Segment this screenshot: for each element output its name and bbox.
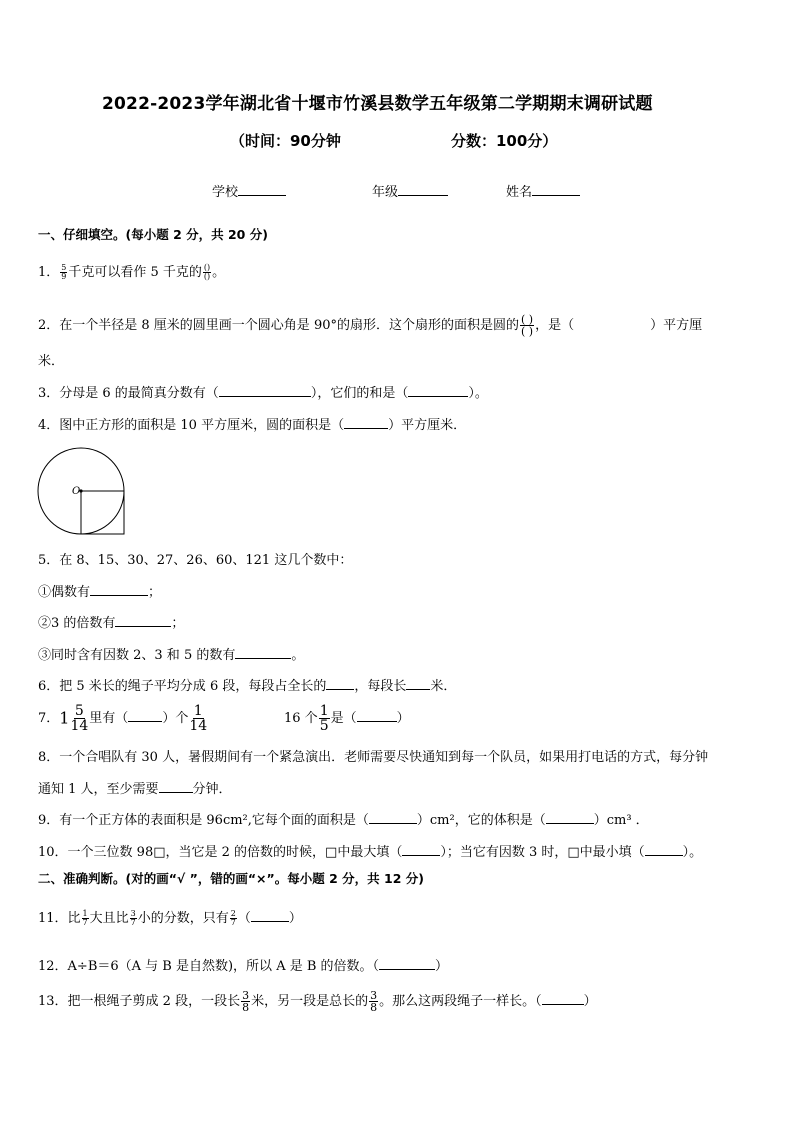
q7-whole: 1	[59, 708, 70, 728]
q7-f3-num: 1	[319, 703, 329, 719]
q10-blank-1	[402, 843, 440, 856]
q8-text-c: 分钟．	[192, 782, 232, 797]
q2-text: 2．在一个半径是 8 厘米的圆里画一个圆心角是 90°的扇形．这个扇形的面积是圆的	[38, 318, 519, 333]
q13-fraction-1	[241, 990, 250, 1013]
grade-field	[372, 181, 448, 200]
q11-text: 11．比	[38, 911, 81, 926]
exam-score: 分数：100分）	[451, 132, 558, 150]
q11-blank	[251, 909, 289, 922]
question-6	[38, 677, 456, 696]
q2-text-b: ，是（	[535, 318, 575, 333]
name-label: 姓名	[506, 185, 533, 200]
question-1	[38, 264, 225, 282]
q1-blank-den: ()	[203, 272, 211, 281]
q1-end: 。	[212, 265, 226, 280]
question-7-part-1	[38, 704, 208, 733]
q4-text-b: ）平方厘米．	[388, 418, 467, 433]
q13-text: 13．把一根绳子剪成 2 段，一段长	[38, 994, 241, 1009]
q13-f1-num: 3	[242, 989, 250, 1002]
q11-f1-num: 1	[82, 909, 88, 918]
grade-label: 年级	[372, 185, 399, 200]
grade-blank	[398, 183, 448, 196]
q12-end: ）	[435, 959, 449, 974]
question-7-part-2	[284, 704, 410, 733]
q6-blank-2	[406, 677, 430, 690]
q9-text-c: ）cm³ ．	[593, 813, 649, 828]
q10-blank-2	[645, 843, 683, 856]
section-2-heading: 二、准确判断。(对的画“√ ”，错的画“×”。每小题 2 分，共 12 分)	[38, 871, 424, 886]
q13-text-b: 米，另一段是总长的	[251, 994, 369, 1009]
q13-f1-den: 8	[242, 1001, 250, 1014]
q5-i3-end: 。	[291, 648, 305, 663]
q7-text-c: ）个	[162, 711, 189, 726]
q13-f2-den: 8	[370, 1001, 378, 1014]
question-3	[38, 384, 488, 403]
name-field	[506, 181, 580, 200]
q5-i3-blank	[235, 646, 291, 659]
q4-text: 4．图中正方形的面积是 10 平方厘米，圆的面积是（	[38, 418, 345, 433]
school-blank	[238, 183, 286, 196]
q7-blank-2	[357, 709, 397, 722]
q3-blank-2	[408, 384, 468, 397]
q2-blank-num: ( )	[520, 313, 534, 326]
question-5: 5．在 8、15、30、27、26、60、121 这几个数中：	[38, 553, 353, 568]
q7-number: 7．	[38, 711, 60, 726]
q5-i2-blank	[115, 614, 171, 627]
q11-fraction-1	[82, 910, 89, 927]
q7-f2-num: 1	[193, 703, 203, 719]
q11-text-c: 小的分数，只有	[137, 911, 229, 926]
q7-blank-1	[128, 709, 162, 722]
square-shape	[81, 491, 124, 534]
q11-text-b: 大且比	[89, 911, 129, 926]
q12-text: 12．A÷B＝6（A 与 B 是自然数)，所以 A 是 B 的倍数。（	[38, 959, 380, 974]
question-8: 8．一个合唱队有 30 人，暑假期间有一个紧急演出．老师需要尽快通知到每一个队员，如果用打电话的方式，每分钟	[38, 750, 709, 765]
q5-i1-text: ①偶数有	[38, 585, 91, 600]
q9-blank-1	[369, 811, 417, 824]
q7-text-g: ）	[396, 711, 410, 726]
circle-square-figure	[36, 446, 128, 538]
q2-blank-den: ( )	[520, 325, 534, 338]
q11-paren-open: （	[237, 911, 251, 926]
school-field	[212, 181, 286, 200]
q1-blank-num: ()	[203, 263, 211, 272]
q10-text-c: ）。	[682, 845, 703, 860]
q7-f1-num: 5	[74, 703, 84, 719]
q11-fraction-2	[130, 910, 137, 927]
q1-frac-den: 9	[61, 272, 67, 281]
q6-blank-1	[326, 677, 354, 690]
q13-f2-num: 3	[370, 989, 378, 1002]
q11-f1-den: 7	[82, 918, 88, 927]
q5-i1-end: ；	[148, 585, 162, 600]
q1-frac-num: 5	[61, 263, 67, 272]
q6-text-b: ，每段长	[354, 679, 407, 694]
q7-fraction-3	[319, 704, 330, 733]
q5-i2-text: ②3 的倍数有	[38, 616, 116, 631]
question-5-item-3	[38, 646, 304, 665]
q7-text-f: 是（	[330, 711, 357, 726]
q13-text-c: 。那么这两段绳子一样长。（	[379, 994, 542, 1009]
q7-text-e: 16 个	[284, 711, 318, 726]
q11-f2-num: 3	[130, 909, 136, 918]
school-label: 学校	[212, 185, 239, 200]
q11-f3-num: 2	[230, 909, 236, 918]
exam-time: （时间：90分钟	[230, 132, 341, 150]
q8-text-b: 通知 1 人，至少需要	[38, 782, 159, 797]
q7-text-b: 里有（	[89, 711, 129, 726]
question-9	[38, 811, 649, 830]
q13-fraction-2	[369, 990, 378, 1013]
q7-f1-den: 14	[70, 718, 89, 734]
q5-i1-blank	[90, 583, 148, 596]
q7-f3-den: 5	[319, 718, 329, 734]
q5-i2-end: ；	[171, 616, 185, 631]
q3-blank-1	[219, 384, 311, 397]
question-5-item-2	[38, 614, 184, 633]
question-8-cont	[38, 780, 232, 799]
q7-f2-den: 14	[189, 718, 208, 734]
question-4	[38, 416, 466, 435]
q8-blank	[159, 780, 193, 793]
q13-end: ）	[583, 994, 597, 1009]
q1-blank-fraction	[203, 264, 211, 281]
q11-paren-close: ）	[288, 911, 302, 926]
q5-i3-text: ③同时含有因数 2、3 和 5 的数有	[38, 648, 236, 663]
q7-fraction-2	[189, 704, 207, 733]
q11-f3-den: 7	[230, 918, 236, 927]
q10-text: 10．一个三位数 98□，当它是 2 的倍数的时候，□中最大填（	[38, 845, 403, 860]
question-13	[38, 990, 597, 1013]
q10-text-b: ）；当它有因数 3 时，□中最小填（	[440, 845, 645, 860]
question-10	[38, 843, 702, 862]
q2-blank-fraction	[520, 314, 534, 337]
question-2	[38, 314, 702, 337]
q1-fraction	[60, 264, 67, 281]
q2-text-c: ）平方厘	[650, 318, 703, 333]
q9-text-b: ）cm²，它的体积是（	[416, 813, 546, 828]
center-label: O	[72, 486, 81, 497]
q11-fraction-3	[230, 910, 237, 927]
page-title: 2022-2023学年湖北省十堰市竹溪县数学五年级第二学期期末调研试题	[102, 94, 653, 114]
q4-blank	[344, 416, 388, 429]
question-2-cont: 米．	[38, 354, 65, 369]
q3-text: 3．分母是 6 的最简真分数有（	[38, 386, 219, 401]
question-5-item-1	[38, 583, 161, 602]
q1-text: 千克可以看作 5 千克的	[68, 265, 202, 280]
q1-number: 1．	[38, 265, 60, 280]
q3-text-c: ）。	[468, 386, 488, 401]
question-12	[38, 957, 448, 976]
name-blank	[532, 183, 580, 196]
q12-blank	[379, 957, 435, 970]
q7-fraction-1	[70, 704, 88, 733]
q9-text: 9．有一个正方体的表面积是 96cm²,它每个面的面积是（	[38, 813, 369, 828]
q11-f2-den: 7	[130, 918, 136, 927]
q13-blank	[542, 992, 584, 1005]
section-1-heading: 一、仔细填空。(每小题 2 分，共 20 分)	[38, 227, 268, 242]
q9-blank-2	[546, 811, 594, 824]
q3-text-b: ），它们的和是（	[310, 386, 409, 401]
q6-text-c: 米．	[430, 679, 457, 694]
q6-text: 6．把 5 米长的绳子平均分成 6 段，每段占全长的	[38, 679, 327, 694]
question-11	[38, 909, 302, 928]
